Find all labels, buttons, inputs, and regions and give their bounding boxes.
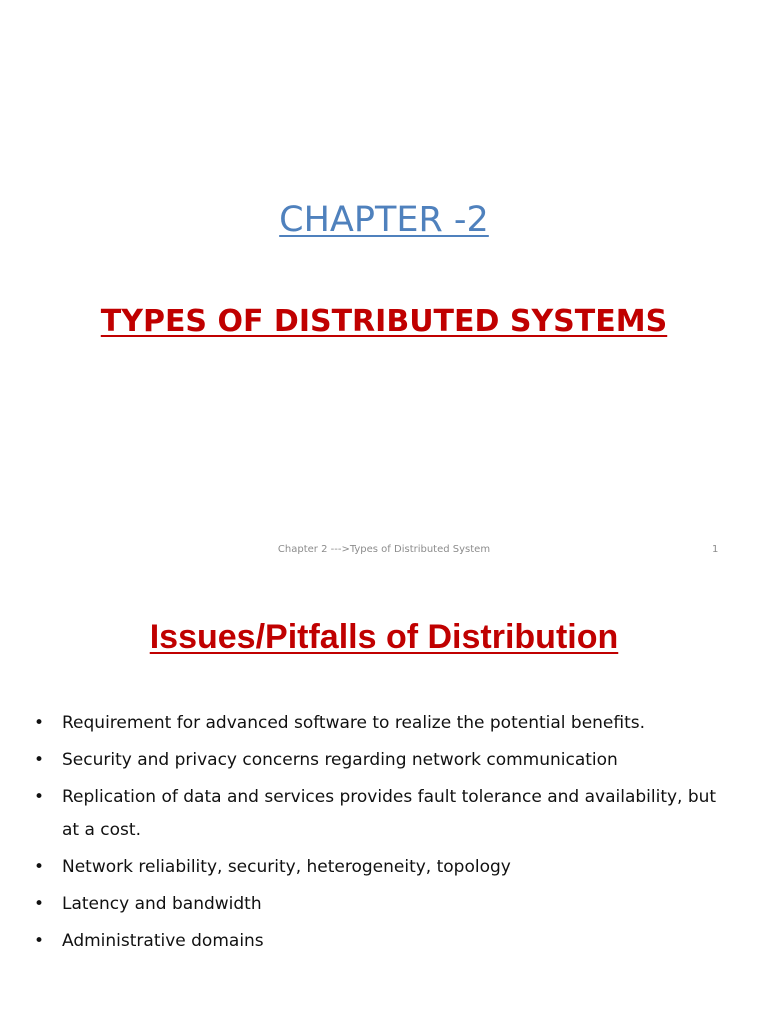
- list-item-text: Requirement for advanced software to realize the potential benefits.: [62, 713, 646, 733]
- chapter-subtitle: TYPES OF DISTRIBUTED SYSTEMS: [100, 304, 668, 339]
- page-number: 1: [712, 544, 719, 555]
- list-item: [34, 781, 734, 847]
- bullet-icon: •: [34, 931, 45, 951]
- list-item-text: Network reliability, security, heterogeneity, topology: [62, 857, 511, 877]
- list-item: [34, 851, 734, 884]
- list-item-text: Security and privacy concerns regarding network communication: [62, 750, 618, 770]
- slide-2: [0, 575, 768, 1024]
- list-item: [34, 888, 734, 921]
- list-item: [34, 925, 734, 958]
- bullet-icon: •: [34, 894, 45, 914]
- list-item-text: Latency and bandwidth: [62, 894, 262, 914]
- list-item-text: Administrative domains: [62, 931, 264, 951]
- list-item-text: Replication of data and services provides fault tolerance and availability, but at a cost.: [62, 787, 717, 840]
- chapter-title: CHAPTER -2: [279, 200, 489, 240]
- bullet-icon: •: [34, 787, 45, 807]
- bullet-icon: •: [34, 857, 45, 877]
- list-item: [34, 744, 734, 777]
- issues-list: [34, 707, 734, 962]
- slide-footer: Chapter 2 --->Types of Distributed System: [277, 544, 491, 555]
- list-item: [34, 707, 734, 740]
- bullet-icon: •: [34, 750, 45, 770]
- bullet-icon: •: [34, 713, 45, 733]
- issues-title: Issues/Pitfalls of Distribution: [149, 618, 619, 656]
